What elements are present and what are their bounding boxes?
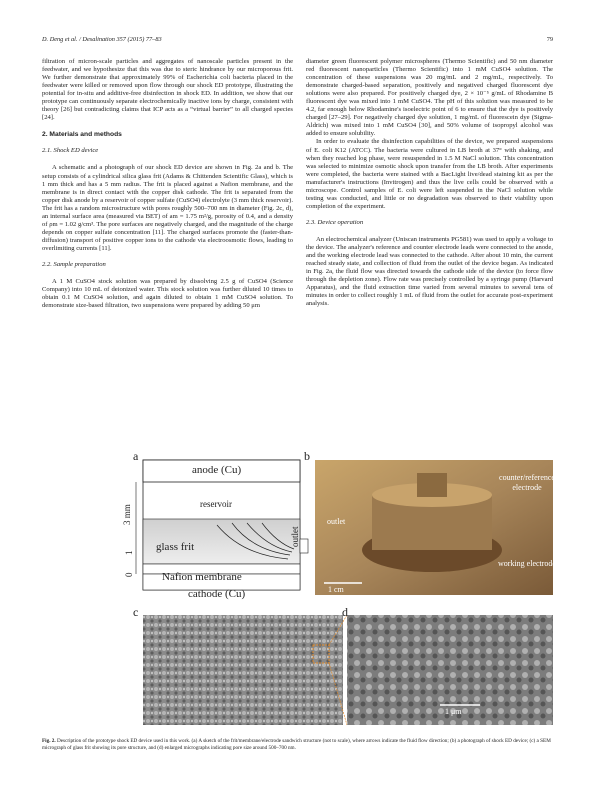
glass-frit-label: glass frit bbox=[156, 541, 195, 553]
panel-label: c bbox=[133, 605, 139, 619]
running-header bbox=[42, 36, 553, 46]
photo-label: outlet bbox=[327, 517, 346, 526]
scale-bar-label: 1 μm bbox=[445, 707, 462, 716]
paragraph: A 1 M CuSO4 stock solution was prepared by dissolving 2.5 g of CuSO4 (Science Company) into 10 mL of deionized water. This stock solution was further diluted 10 times to obtain 0.1 M CuSO4 solution, and again diluted to obtain 1 mM CuSO4 solution. To demonstrate size-based filtration, two suspensions were prepared by adding 50 μm bbox=[42, 278, 293, 310]
subsection-heading: 2.3. Device operation bbox=[306, 218, 364, 226]
cathode-label: cathode (Cu) bbox=[188, 588, 246, 600]
dimension-label: 0 bbox=[124, 572, 134, 577]
reservoir-label: reservoir bbox=[200, 499, 232, 509]
anode-label: anode (Cu) bbox=[192, 464, 242, 476]
dimension-label: 3 mm bbox=[122, 504, 132, 525]
page-number: 79 bbox=[546, 36, 553, 43]
left-column bbox=[42, 58, 293, 310]
nafion-label: Nafion membrane bbox=[162, 571, 242, 583]
figure-2 bbox=[42, 449, 556, 731]
figure-graphic bbox=[42, 455, 553, 731]
paragraph: diameter green fluorescent polymer microspheres (Thermo Scientific) and 50 nm diameter red fluorescent nanoparticles (Thermo Scientific) into 1 mM CuSO4 solution. The concentration of these suspensions was 20 mg/mL and 2 mg/mL, respectively. To demonstrate charged-based separation, positively and negatived charged fluorescent dye solutions were also prepared. For positively charged dye, 2 × 10⁻⁵ g/mL of Rhodamine B fluorescent dye was mixed into 1 mM CuSO4. The pH of this solution was measured to be 4.2, far enough below Rhodamine's isoelectric point of 6 to ensure that the dye is positively charged [27–29]. For negatively charged dye solution, 1 mg/mL of fluorescein dye (Sigma-Aldrich) was mixed into 1 mM CuSO4 [30], and 50% volume of isopropyl alcohol was added to ensure solubility. bbox=[306, 58, 553, 138]
panel-label: d bbox=[342, 605, 348, 619]
sem-c bbox=[143, 615, 347, 725]
subsection-heading: 2.2. Sample preparation bbox=[42, 260, 106, 268]
panel-label: b bbox=[304, 449, 310, 463]
photo-label: working electrode bbox=[498, 559, 556, 568]
citation: D. Deng et al. / Desalination 357 (2015) 77–83 bbox=[42, 36, 162, 43]
subsection-heading: 2.1. Shock ED device bbox=[42, 147, 99, 155]
figure-caption bbox=[42, 738, 553, 752]
section-heading: 2. Materials and methods bbox=[42, 131, 122, 139]
caption-text: Description of the prototype shock ED device used in this work. (a) A sketch of the frit/membrane/electrode sandwich structure (not to scale), where arrows indicate the fluid flow direction; (b) a photograph of shock ED device; (c) a SEM micrograph of glass frit showing its pore structure, and (d) enlarged micrographs indicating pore size around 500–700 nm. bbox=[42, 738, 551, 751]
scale-bar-label: 1 cm bbox=[328, 585, 344, 594]
paragraph: filtration of micron-scale particles and aggregates of nanoscale particles present in the feedwater, and we hypothesize that this was due to steric hindrance by our microporous frit. We further demonstrate that approximately 99% of Escherichia coli bacteria placed in the feedwater were killed or removed upon flow through our shock ED prototype, illustrating the potential for in-situ and additive-free disinfection in shock ED. In addition, we show that our prototype can continuously separate electrochemically inactive ions by charge, consistent with theory [26] but contradicting claims that ICP acts as a “virtual barrier” to all charged species [24]. bbox=[42, 58, 293, 122]
panel-label: a bbox=[133, 449, 139, 463]
outlet-label: outlet bbox=[290, 526, 300, 547]
right-column bbox=[306, 58, 553, 308]
photo-label: counter/reference electrode bbox=[499, 473, 555, 492]
paragraph: In order to evaluate the disinfection capabilities of the device, we prepared suspensions of E. coli K12 (ATCC). The bacteria were cultured in LB broth at 37° with shaking, and when they reached log phase, were resuspended in 1.5 M NaCl solution. This concentration was selected to minimize osmotic shock upon transfer from the LB broth. After experiments were completed, the bacteria were stained with a BacLight live/dead staining kit as per the manufacturer's instructions (Invitrogen) and thus the live cells could be observed with a microscope. Control samples of E. coli were left suspended in the NaCl solution while testing was conducted, and little or no degradation was observed to their viability upon completion of the experiment. bbox=[306, 138, 553, 210]
paragraph: A schematic and a photograph of our shock ED device are shown in Fig. 2a and b. The setup consists of a cylindrical silica glass frit (Adams & Chittenden Scientific Glass), which is 1 mm thick and has a 5 mm radius. The frit is placed against a Nafion membrane, and the membrane is in direct contact with the copper disk cathode. The frit is separated from the copper disk anode by a reservoir of copper sulfate (CuSO4) electrolyte (3 mm thick reservoir). The frit has a random microstructure with pores roughly 500–700 nm in diameter (Fig. 2c, d), an internal surface area (measured via BET) of am = 1.75 m²/g, porosity of 0.4, and a density of ρm = 1.02 g/cm³. The pore surfaces are negatively charged, and the magnitude of the charge depends on copper sulfate concentration [11]. The charged surfaces promote the (faster-than-diffusion) transport of positive copper ions to the cathode via electroosmotic flows, leading to overlimiting currents [11]. bbox=[42, 164, 293, 252]
dimension-label: 1 bbox=[124, 550, 134, 555]
caption-label: Fig. 2. bbox=[42, 738, 56, 744]
paragraph: An electrochemical analyzer (Uniscan instruments PG581) was used to apply a voltage to the device. The analyzer's reference and counter electrode leads were connected to the anode, and the working electrode lead was connected to the cathode. After about 10 min, the current reached steady state, and collection of fluid from the outlet of the device began. As indicated in Fig. 2a, the fluid flow was directed towards the cathode side of the device (to force flow through the depletion zone). Flow rate was precisely controlled by a syringe pump (Harvard Apparatus), and the fluid extraction time varied from several minutes to several tens of minutes in order to collect roughly 1 mL of fluid from the outlet for accurate post-experiment analysis. bbox=[306, 235, 553, 308]
